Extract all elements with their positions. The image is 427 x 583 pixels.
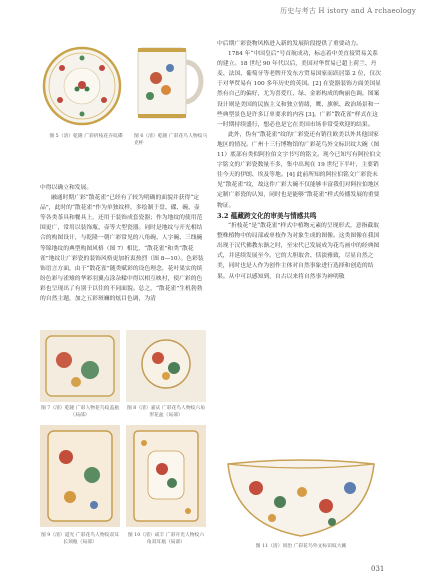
figure-5 (40, 38, 124, 130)
figure-11-caption: 图 11（清）同治 广彩花鸟外文标识纹大碗 (255, 544, 347, 549)
figure-7 (40, 330, 120, 402)
left-column-text (40, 183, 205, 304)
plate-image (40, 38, 124, 130)
right-paragraph-2: 1784 年“中国皇后”号首航成功，标志着中美直接贸易关系的建立。18 世纪 90 年代以后，美国对华贸易已超上荷兰、丹麦、法国、葡萄牙等老牌开发东方贸易国家而跃居第 2 位，仅次于对华贸易有 100 多年历史的英国。[2] 在瓷器装饰方面美国显然有自己的偏好，尤为喜爱红、绿、金彩构成的绚丽色调。图案设计则是美国的民族主义和独立情绪，鹰、旗帜、政治场景和一些典型景色是许多订单要求的内容 [3]。广彩“散花雀”样式在这一时期持续盛行，想必也是它在美国市场非常受欢迎的结果。 (217, 51, 381, 128)
section-heading: 3.2 蕴藏跨文化的审美与情感共鸣 (217, 211, 317, 220)
figure-7-caption: 图 7（清）乾隆 广彩人物花鸟纹盖瓶（局部） (40, 406, 120, 418)
flowerpot-detail-image (126, 330, 206, 402)
left-paragraph-2: 融通时期广彩“散花雀”已经有了较为明确的面貌并获得“定品”，此时的“散花雀”作为单独纹样，多绘制于盘、碟、碗、壶等各类茶具和餐具上，还用于装饰成套瓷器；作为地纹的使用范围更广，常用以装饰瓶、壶等大型瓷器。同时是地纹与开光相结合的构图设计，与乾隆一朝广彩常见的八角碗、人字碗、三线碗等锦地纹的典型构图风格（图 7）相比，“散花雀”和类“散花雀”地纹让广彩瓷的装饰风格更加折衷热烈（图 8—10）。色彩装饰语言方面，由于“散花雀”随类赋彩的设色理念，花叶果实的缤纷色彩与雀雉的华彩羽翼点涂杂糅中得以相互映衬，使广彩的色彩也呈现出了有别于以往的不同面貌。总之，“散花雀”生机勃勃的自然主题，加之五彩斑斓的炫目色调，为清 (40, 195, 204, 303)
hexagonal-vase-image (126, 425, 206, 527)
right-paragraph-3: 此外，伪有“散花雀”纹的广彩瓷还有销往欧美以外其他国家地区的情况。广州十三行博物馆的广彩花鸟外文标识纹大碗（图 11）底部有类似阿拉伯文字书写的铭文。现今已知写有阿拉伯文字铭文的广彩瓷数量不多，集中出现在 19 世纪下半叶，主要销往今天的伊朗、埃及等地。[4] 此前所知的阿拉伯铭文广彩瓷未见“散花雀”纹，故这件广彩大碗不仅能够丰富我们对阿拉伯地区定制广彩瓷的认知，同时也是能够“散花雀”样式传播发展的重要物证。 (217, 131, 381, 209)
bowl-image (222, 452, 380, 542)
figure-6-caption: 图 6（清）乾隆 广彩花鸟人物纹马克杯 (134, 134, 208, 146)
figure-10-caption: 图 10（清）咸丰 广彩开光人物纹六角双耳瓶（局部） (127, 533, 205, 545)
figure-8 (126, 330, 206, 402)
left-paragraph-1: 中得以确立和发展。 (40, 185, 93, 191)
figure-11 (222, 452, 380, 542)
right-paragraph-4: “折枝花”是“散花雀”样式中植物元素的呈现形式，意指截取整株植物中的局部或单枝作为对象生成的图像。这类图像在我国出现于汉代佛教东渐之时，至宋代已发展成为花鸟画中的经典图式，并延续发展至今。它的大胆取舍、恬淡雅致，尽显自然之美，同时也是人作为创作主体对自然事象进行选择和创造的结果。从中可以感知到，自古以来将自然事为神明敬 (217, 223, 380, 280)
figure-9-caption: 图 9（清）道光 广彩花鸟人物纹双耳长颈瓶（局部） (40, 533, 120, 545)
page-number: 031 (371, 565, 385, 573)
figure-5-caption: 图 5（清）乾隆 广彩折枝花卉纹碟 (49, 134, 123, 139)
mug-image (130, 38, 208, 130)
running-head: 历史与考古 H istory and A rchaeology (280, 7, 417, 15)
vase-detail-image (40, 330, 120, 402)
right-column-text (217, 39, 383, 282)
right-paragraph-1: 中后期广彩瓷物风格进入新的发展阶段提供了重要动力。 (217, 41, 362, 47)
figure-6 (130, 38, 208, 130)
figure-9 (40, 425, 120, 527)
figure-8-caption: 图 8（清）嘉庆 广彩花鸟人物纹六角形花盆（局部） (126, 406, 206, 418)
figure-10 (126, 425, 206, 527)
long-neck-vase-image (40, 425, 120, 527)
